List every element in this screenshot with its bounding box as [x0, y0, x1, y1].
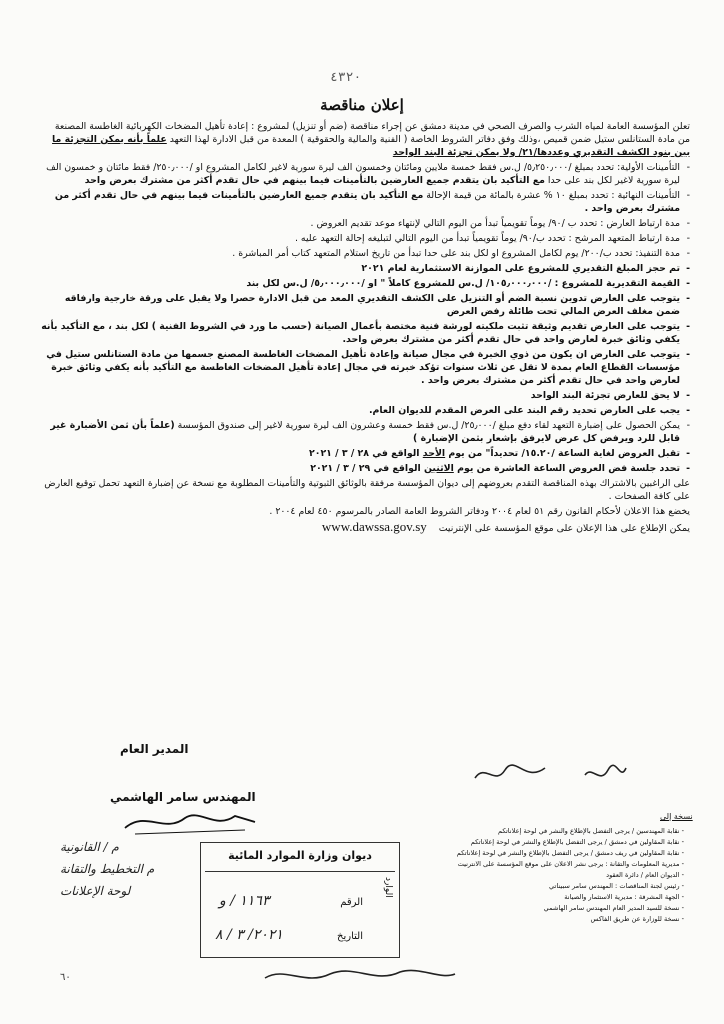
- website-link[interactable]: www.dawssa.gov.sy: [321, 519, 427, 534]
- handwritten-number: ٦٠: [60, 972, 71, 983]
- rule-item-number: - يجب على العارض تحديد رقم البند على العرض المقدم للديوان العام.: [40, 404, 690, 417]
- intro-paragraph: تعلن المؤسسة العامة لمياه الشرب والصرف الصحي في مدينة دمشق عن إجراء مناقصة (ضم أو تنزيل) لمشروع : إعادة تأهيل المضخات الكهربائية الغاطسة المصنعة من مادة الستانلس ستيل ضمن قميص ،وذلك وفق دفاتر الشروط الخاصة ( الفنية والمالية والحقوقية ) المعدة من قبل الادارة لهذا التعهد علماً بأنه يمكن التجزئة ما بين بنود الكشف التقديري وعددها/٢١/ ولا يمكن تجزئة البند الواحد: [52, 121, 690, 158]
- list-item: - مديرية المعلومات والتقانة : يرجى نشر الاعلان على موقع المؤسسة على الانترنيت: [364, 859, 684, 870]
- tender-book: - يمكن الحصول على إضبارة التعهد لقاء دفع مبلغ /٢٥٫٠٠٠/ ل.س فقط خمسة وعشرون الف ليرة سورية لاغير إلى صندوق المؤسسة (علماً بأن ثمن الأضبارة غير قابل للرد ويرفض كل عرض لايرفق بإشعار بثمن الإضبارة ): [40, 419, 690, 445]
- list-item: - رئيس لجنة المناقصات : المهندس سامر سبيناتي: [364, 881, 684, 892]
- handwritten-note: م / القانونية: [60, 840, 119, 854]
- final-bond: - التأمينات النهائية : تحدد بمبلغ ١٠ % عشرة بالمائة من قيمة الإحالة مع التأكيد بان يتقدم جميع العارضين بالتأمينات فيما بينهم في حال تقدم أكثر من مشترك بعرض واحد .: [40, 189, 690, 215]
- ministry-stamp: [200, 842, 400, 958]
- page-title: إعلان مناقصة: [320, 96, 404, 114]
- list-item: - نسخة للسيد المدير العام المهندس سامر الهاشمي: [364, 903, 684, 914]
- document-serial: ٤٣٢٠: [330, 70, 362, 85]
- announcement-body: [40, 120, 690, 537]
- copies-label: نسخة إلى: [660, 812, 693, 821]
- contractor-term: - مدة ارتباط المتعهد المرشح : تحدد ب/٩٠/ يوماً تقويمياً تبدأ من اليوم التالي لتبليغه إحالة التعهد عليه .: [40, 232, 690, 245]
- list-item: - نقابة المهندسين / يرجى التفضل بالإطلاع والنشر في لوحة إعلاناتكم: [364, 826, 684, 837]
- opening-day: الاثنين: [424, 463, 454, 474]
- execution-term: - مدة التنفيذ: تحدد ب/٢٠٠/ يوم لكامل المشروع او لكل بند على حدا تبدأ من تاريخ استلام المتعهد كتاب أمر المباشرة .: [40, 247, 690, 260]
- stamp-divider: [205, 871, 395, 872]
- deadline: - تقبل العروض لغاية الساعة /١٥.٢٠/ تحديداً" من يوم الأحد الواقع في ٢٨ / ٣ / ٢٠٢١: [40, 447, 690, 460]
- rule-discount: - يتوجب على العارض تدوين نسبة الضم أو التنزيل على الكشف التقديري المعد من قبل الادارة حصرا ولا يقبل على ورقة خارجية وارفاقه ضمن مغلف العرض المالي تحت طائلة رفض العرض: [40, 292, 690, 318]
- handwritten-notes: [60, 840, 200, 906]
- stamp-title: ديوان وزارة الموارد المائية: [228, 849, 372, 862]
- handwritten-note: لوحة الإعلانات: [60, 884, 131, 898]
- stamp-side-label: الوارد: [383, 877, 393, 898]
- initial-bond: - التأمينات الأولية: تحدد بمبلغ /٥٫٢٥٠٫٠٠٠/ ل.س فقط خمسة ملايين ومائتان وخمسون الف ليرة سورية لاغير لكامل المشروع او /٢٥٠٫٠٠٠/ فقط مائتان و خمسون الف ليرة سورية لاغير لكل بند على حدا مع التأكيد بان يتقدم جميع العارضين بالتأمينات فيما بينهم في حال تقدم أكثر من مشترك بعرض واحد: [40, 161, 690, 187]
- handwritten-signature: [260, 960, 460, 990]
- stamp-number-label: الرقم: [340, 897, 363, 908]
- stamp-date-label: التاريخ: [337, 931, 363, 942]
- opening-session: - تحدد جلسة فض العروض الساعة العاشرة من يوم الاثنين الواقع في ٢٩ / ٣ / ٢٠٢١: [40, 462, 690, 475]
- list-item: - نسخة للوزارة عن طريق الفاكس: [364, 914, 684, 925]
- rule-no-split: - لا يحق للعارض تجزئة البند الواحد: [40, 389, 690, 402]
- deadline-day: الأحد: [422, 448, 446, 459]
- general-manager-title: المدير العام: [120, 742, 189, 756]
- offer-term: - مدة ارتباط العارض : تحدد ب /٩٠/ يوماً تقويمياً تبدأ من اليوم التالي لإنتهاء موعد تقديم العروض .: [40, 217, 690, 230]
- rule-workshop: - يتوجب على العارض تقديم وثيقة تثبت ملكيته لورشة فنية مختصة بأعمال الصيانة (حسب ما ورد في الشروط الفنية ) لكل بند ، مع التأكيد بأنه يكفي وثائق خبرة لعارض واحد في حال تقدم أكثر من مشترك بعرض واحد.: [40, 320, 690, 346]
- list-item: - نقابة المقاولين في ريف دمشق / يرجى التفضل بالإطلاع والنشر في لوحة إعلاناتكم: [364, 848, 684, 859]
- rule-experience: - يتوجب على العارض ان يكون من ذوي الخبرة في مجال صيانة وإعادة تأهيل المضخات الغاطسة المصنع جسمها من مادة الستانلس ستيل في مؤسسات القطاع العام بمدة لا تقل عن ثلاث سنوات تؤكد خبرته في مجال إعادة تأهيل المضخات الغاطسة مع التأكيد بأنه يكفي وثائق خبرة لعارض واحد في حال تقدم أكثر من مشترك بعرض واحد .: [40, 348, 690, 387]
- list-item: - الجهة المشرفة : مديرية الاستثمار والصيانة: [364, 892, 684, 903]
- list-item: - نقابة المقاولين في دمشق / يرجى التفضل بالإطلاع والنشر في لوحة إعلاناتكم: [364, 837, 684, 848]
- intro-note: علماً بأنه يمكن التجزئة ما بين بنود الكشف التقديري وعددها/٢١/ ولا يمكن تجزئة البند الواحد: [52, 134, 690, 158]
- initials-mark-2: [580, 760, 630, 790]
- copies-list: [364, 826, 684, 925]
- deadline-date: الواقع في ٢٨ / ٣ / ٢٠٢١: [309, 448, 420, 459]
- estimated-value: - القيمة التقديرية للمشروع : /١٠٥٫٠٠٠٫٠٠٠/ ل.س للمشروع كاملاً " او /٥٫٠٠٠٫٠٠٠/ ل.س لكل بند: [40, 277, 690, 290]
- initials-mark: [470, 758, 550, 788]
- participation: على الراغبين بالاشتراك بهذه المناقصة التقدم بعروضهم إلى ديوان المؤسسة مرفقة بالوثائق الثبوتية والتأمينات المطلوبة مع نسخة عن إضبارة التعهد تحمل توقيع العارض على كافة الصفحات .: [44, 478, 690, 502]
- director-signature: [115, 800, 265, 840]
- opening-date: الواقع في ٢٩ / ٣ / ٢٠٢١: [310, 463, 421, 474]
- handwritten-note: م التخطيط والتقانة: [60, 862, 155, 876]
- list-item: - الديوان العام / دائرة العقود: [364, 870, 684, 881]
- stamp-date: ٢٠٢١/ ٣ / ٨: [215, 927, 283, 943]
- signatory-name: المهندس سامر الهاشمي: [110, 790, 256, 804]
- law-reference: يخضع هذا الاعلان لأحكام القانون رقم ٥١ لعام ٢٠٠٤ ودفاتر الشروط العامة الصادر بالمرسوم ٤٥٠ لعام ٢٠٠٤ .: [269, 506, 690, 517]
- online-notice: يمكن الإطلاع على هذا الإعلان على موقع المؤسسة على الإنترنيت www.dawssa.gov.sy: [321, 519, 690, 534]
- stamp-number: ١١٦٣ / و: [219, 893, 270, 909]
- budget-reserved: - تم حجز المبلغ التقديري للمشروع على الموازنة الاستثمارية لعام ٢٠٢١: [40, 262, 690, 275]
